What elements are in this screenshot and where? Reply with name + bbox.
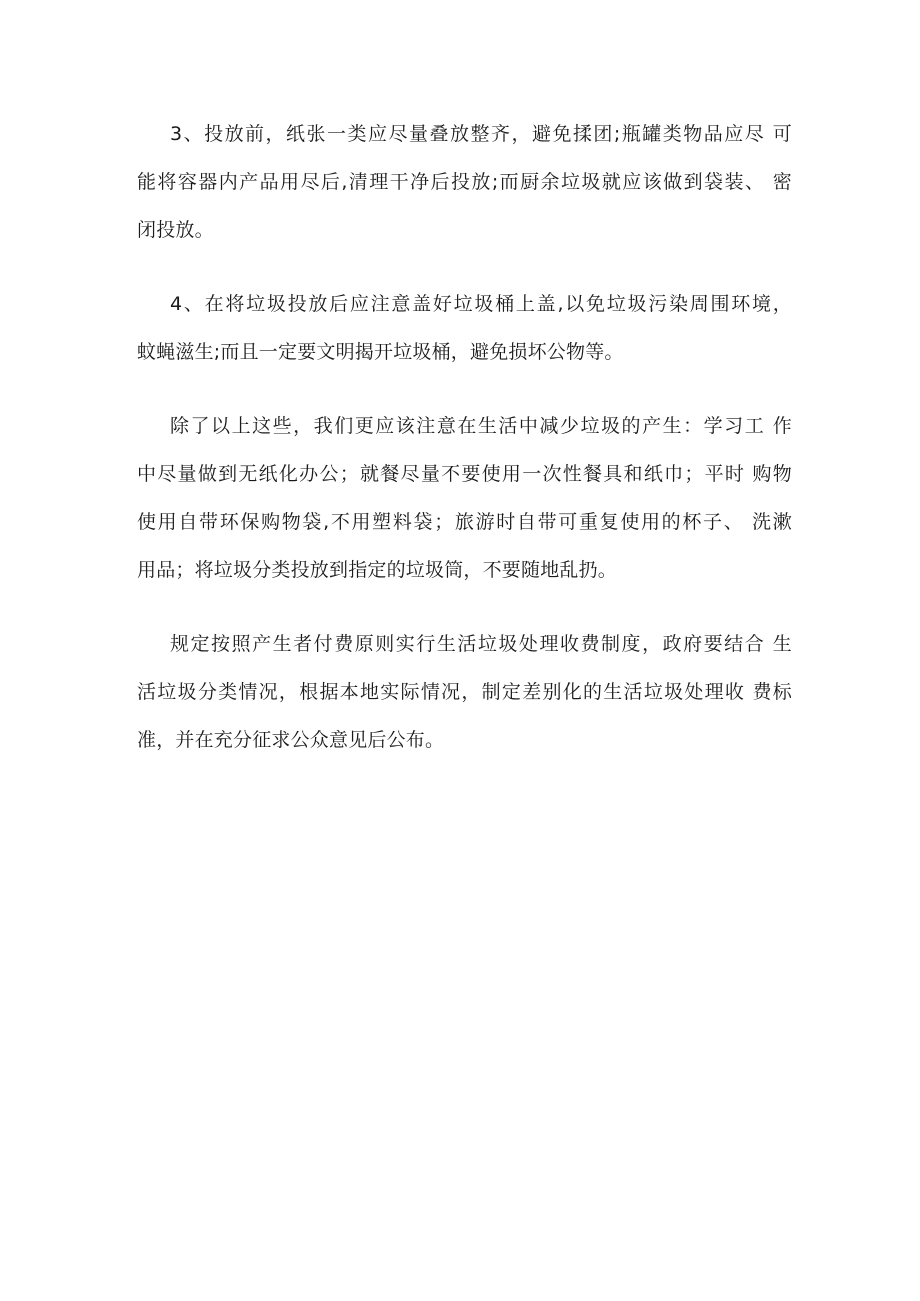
text-line: 闭投放。 <box>137 219 214 241</box>
text-line: 使用自带环保购物袋,不用塑料袋；旅游时自带可重复使用的杯子、 洗漱 <box>137 511 792 533</box>
text-line: 4、在将垃圾投放后应注意盖好垃圾桶上盖,以免垃圾污染周围环境， <box>170 293 792 315</box>
text-line: 3、投放前，纸张一类应尽量叠放整齐，避免揉团;瓶罐类物品应尽 可 <box>170 123 792 145</box>
text-line: 活垃圾分类情况，根据本地实际情况，制定差别化的生活垃圾处理收 费标 <box>137 681 792 703</box>
paragraph-3-disposal-before <box>137 110 792 254</box>
text-line: 中尽量做到无纸化办公；就餐尽量不要使用一次性餐具和纸巾；平时 购物 <box>137 463 792 485</box>
paragraph-4-disposal-after <box>137 280 792 376</box>
text-line: 蚊蝇滋生;而且一定要文明揭开垃圾桶，避免损坏公物等。 <box>137 341 624 363</box>
text-line: 规定按照产生者付费原则实行生活垃圾处理收费制度，政府要结合 生 <box>170 633 792 655</box>
text-line: 能将容器内产品用尽后,清理干净后投放;而厨余垃圾就应该做到袋装、 密 <box>137 171 792 193</box>
text-line: 除了以上这些，我们更应该注意在生活中减少垃圾的产生：学习工 作 <box>170 415 792 437</box>
text-line: 用品；将垃圾分类投放到指定的垃圾筒，不要随地乱扔。 <box>137 559 618 581</box>
text-line: 准，并在充分征求公众意见后公布。 <box>137 729 445 751</box>
paragraph-fee-regulation <box>137 620 792 764</box>
paragraph-reduce-waste <box>137 402 792 594</box>
document-page <box>137 110 792 790</box>
